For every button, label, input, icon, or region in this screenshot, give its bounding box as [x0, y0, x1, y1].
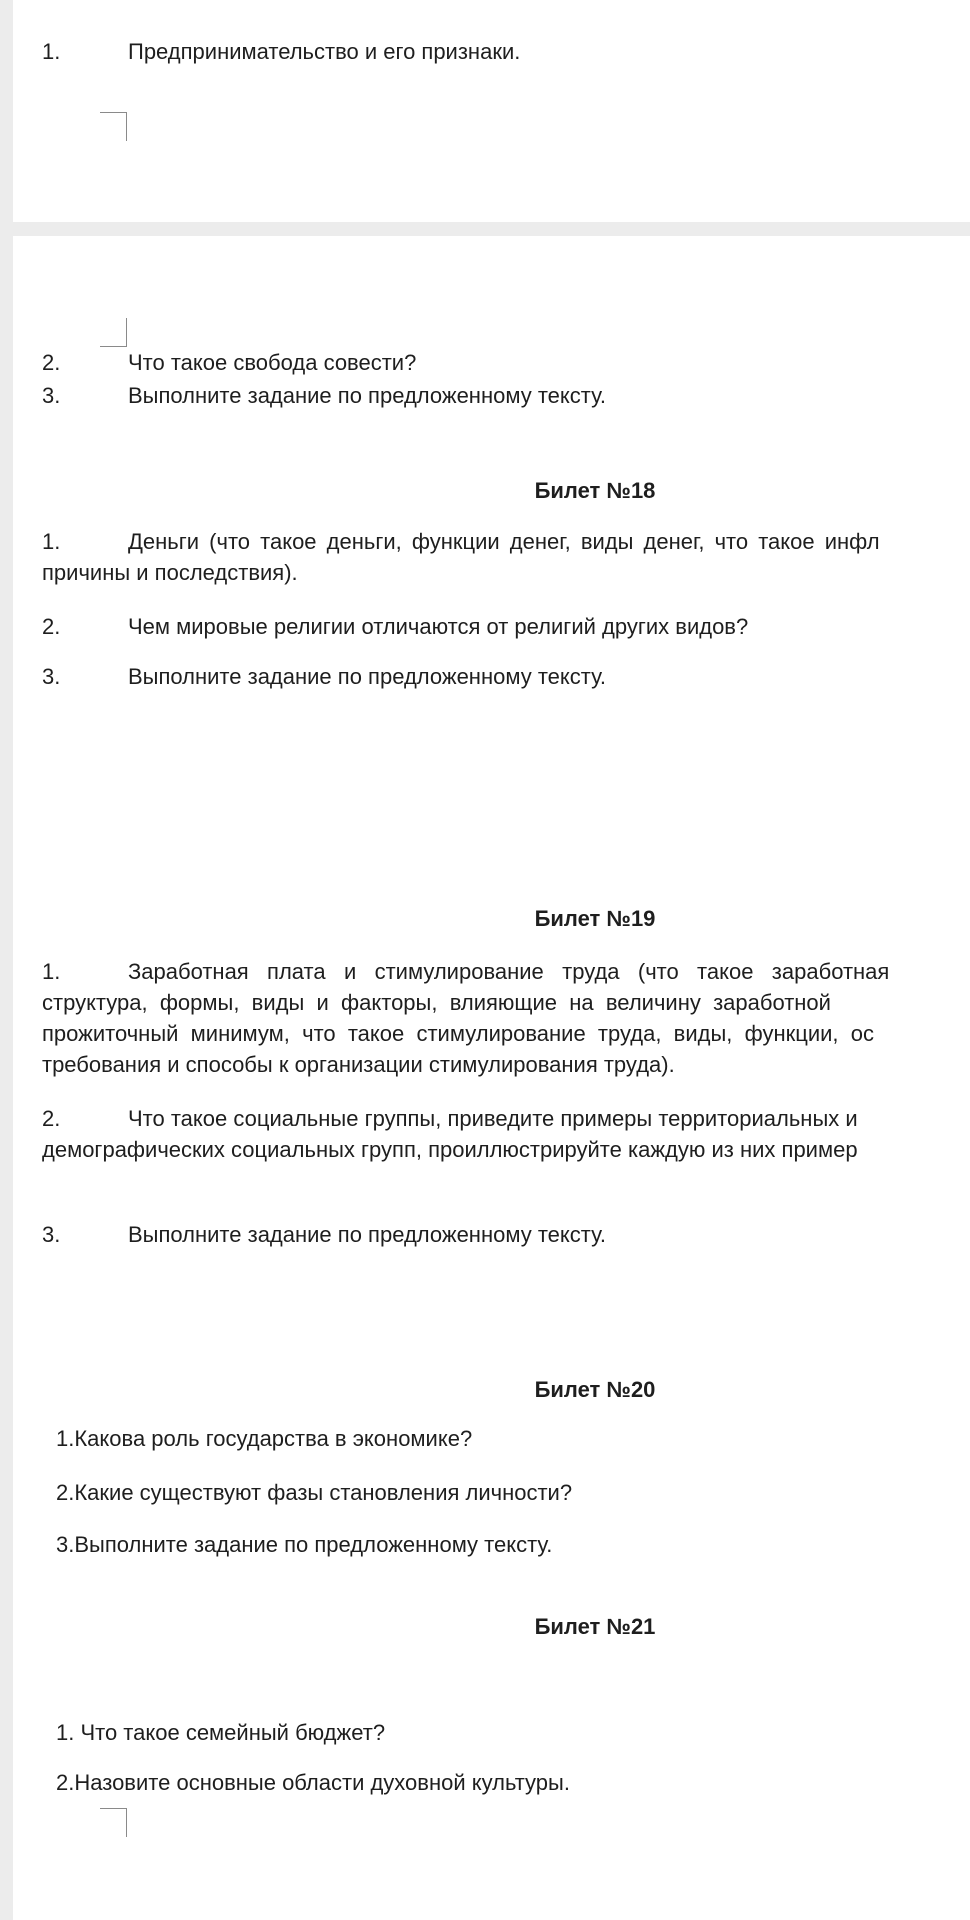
question-text-continued: демографических социальных групп, проиллюстрируйте каждую из них пример [42, 1137, 858, 1162]
margin-corner-mark [100, 112, 127, 141]
ticket-heading: Билет №19 [534, 906, 656, 931]
question-text: 2.Назовите основные области духовной культуры. [56, 1770, 570, 1795]
question-text: Выполните задание по предложенному тексту. [128, 1222, 606, 1247]
item-number: 2. [42, 1106, 61, 1131]
question-text: 2.Какие существуют фазы становления личности? [56, 1480, 573, 1505]
ticket-heading: Билет №18 [534, 478, 656, 503]
question-text: Выполните задание по предложенному тексту. [128, 664, 606, 689]
item-number: 1. [42, 959, 61, 984]
question-text: Что такое свобода совести? [128, 350, 417, 375]
question-text-continued: структура, формы, виды и факторы, влияющие на величину заработной [42, 990, 831, 1015]
question-text: 3.Выполните задание по предложенному тексту. [56, 1532, 553, 1557]
item-number: 3. [42, 664, 61, 689]
question-text: 1. Что такое семейный бюджет? [56, 1720, 386, 1745]
item-number: 3. [42, 1222, 61, 1247]
item-number: 3. [42, 383, 61, 408]
question-text-continued: требования и способы к организации стимулирования труда). [42, 1052, 675, 1077]
page-break-divider [0, 222, 970, 236]
question-text: Выполните задание по предложенному тексту. [128, 383, 606, 408]
question-text-continued: причины и последствия). [42, 560, 298, 585]
question-text-continued: прожиточный минимум, что такое стимулирование труда, виды, функции, ос [42, 1021, 874, 1046]
page-left-margin [0, 0, 13, 1920]
question-text: 1.Какова роль государства в экономике? [56, 1426, 473, 1451]
item-number: 1. [42, 529, 61, 554]
question-text: Предпринимательство и его признаки. [128, 39, 521, 64]
question-text: Что такое социальные группы, приведите примеры территориальных и [128, 1106, 858, 1131]
question-text: Заработная плата и стимулирование труда (что такое заработная [128, 959, 890, 984]
question-text: Деньги (что такое деньги, функции денег, виды денег, что такое инфл [128, 529, 880, 554]
ticket-heading: Билет №21 [534, 1614, 656, 1639]
question-text: Чем мировые религии отличаются от религий других видов? [128, 614, 749, 639]
item-number: 1. [42, 39, 61, 64]
ticket-heading: Билет №20 [534, 1377, 656, 1402]
item-number: 2. [42, 614, 61, 639]
margin-corner-mark [100, 318, 127, 347]
item-number: 2. [42, 350, 61, 375]
margin-corner-mark [100, 1808, 127, 1837]
